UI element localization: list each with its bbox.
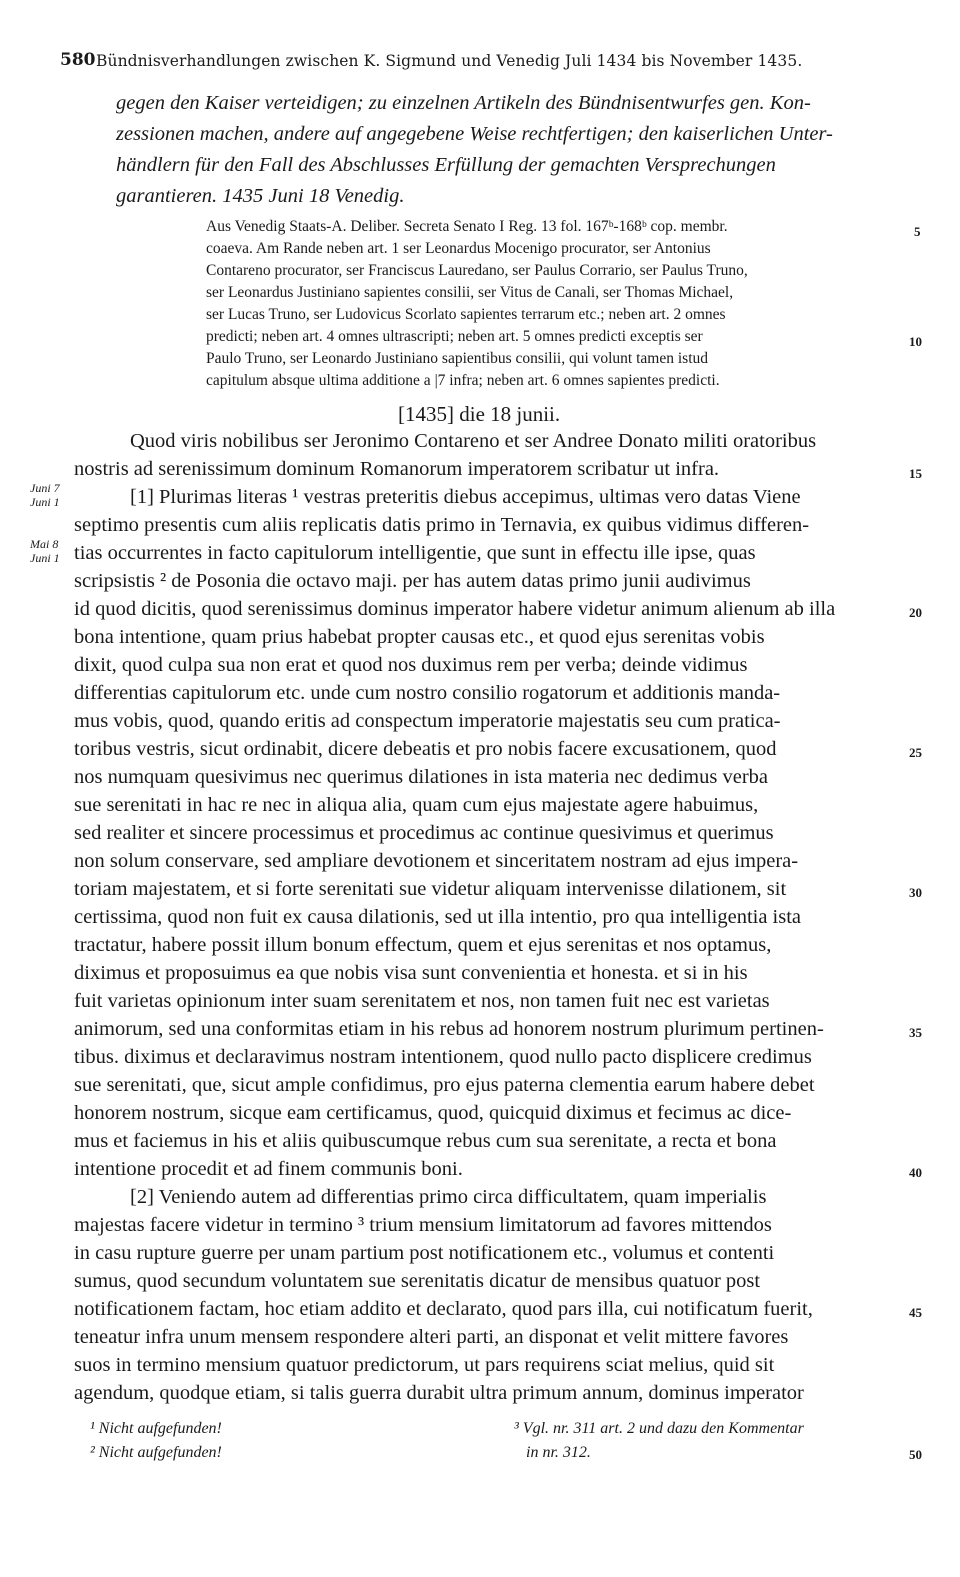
line-number: 5: [914, 224, 921, 239]
body-line: honorem nostrum, sicque eam certificamus, quod, quicquid diximus et fecimus ac dice-: [74, 1102, 792, 1124]
body-line: scripsistis ² de Posonia die octavo maji. per has autem datas primo junii audivimus: [74, 570, 751, 592]
body-line: tibus. diximus et declaravimus nostram intentionem, quod nullo pacto displicere credimus: [74, 1046, 812, 1068]
margin-note: Juni 1: [30, 551, 60, 565]
margin-note: Juni 1: [30, 495, 60, 509]
margin-note: Mai 8: [30, 537, 59, 551]
body-line: sed realiter et sincere processimus et procedimus ac continue quesivimus et querimus: [74, 822, 774, 844]
line-number: 45: [909, 1305, 922, 1320]
body-line: nostris ad serenissimum dominum Romanorum imperatorem scribatur ut infra.: [74, 458, 720, 480]
body-line: sue serenitati in hac re nec in aliqua alia, quam cum ejus majestate agere habuimus,: [74, 794, 759, 816]
body-line: fuit varietas opinionum inter suam serenitatem et nos, non tamen fuit nec est varietas: [74, 990, 770, 1012]
body-line: tias occurrentes in facto capitulorum intelligentie, que sunt in effectu ille ipse, quas: [74, 542, 756, 564]
source-note-line: ser Lucas Truno, ser Ludovicus Scorlato sapientes terrarum etc.; neben art. 2 omnes: [206, 306, 726, 323]
source-note-line: capitulum absque ultima additione a |7 infra; neben art. 6 omnes sapientes predicti.: [206, 372, 720, 389]
body-line: [2] Veniendo autem ad differentias primo circa difficultatem, quam imperialis: [130, 1186, 767, 1208]
body-line: majestas facere videtur in termino ³ trium mensium limitatorum ad favores mittendos: [74, 1214, 772, 1236]
body-line: differentias capitulorum etc. unde cum nostro consilio rogatorum et additionis manda-: [74, 682, 781, 704]
body-line: notificationem factam, hoc etiam addito et declarato, quod pars illa, cui notificatum fuerit,: [74, 1298, 813, 1320]
line-number: 10: [909, 334, 922, 349]
source-note-line: predicti; neben art. 4 omnes ultrascripti; neben art. 5 omnes predicti exceptis ser: [206, 328, 703, 345]
body-line: sumus, quod secundum voluntatem sue serenitatis dicatur de mensibus quatuor post: [74, 1270, 761, 1292]
line-number: 20: [909, 605, 922, 620]
footnote: in nr. 312.: [526, 1444, 591, 1461]
line-number: 35: [909, 1025, 922, 1040]
body-line: septimo presentis cum aliis replicatis datis primo in Ternavia, ex quibus vidimus differen-: [74, 514, 810, 536]
regest-line: händlern für den Fall des Abschlusses Erfüllung der gemachten Versprechungen: [116, 154, 776, 176]
body-line: suos in termino mensium quatuor predictorum, ut pars requirens sciat melius, quid sit: [74, 1354, 775, 1376]
body-line: certissima, quod non fuit ex causa dilationis, sed ut illa intentio, pro qua intelligentia ista: [74, 906, 802, 928]
margin-note: Juni 7: [30, 481, 60, 495]
body-line: diximus et proposuimus ea que nobis visa sunt convenientia et honesta. et si in his: [74, 962, 748, 984]
body-line: [1] Plurimas literas ¹ vestras preteritis diebus accepimus, ultimas vero datas Viene: [130, 486, 801, 508]
body-line: in casu rupture guerre per unam partium post notificationem etc., volumus et contenti: [74, 1242, 775, 1264]
regest-line: garantieren. 1435 Juni 18 Venedig.: [116, 185, 405, 207]
regest-line: zessionen machen, andere auf angegebene Weise rechtfertigen; den kaiserlichen Unter-: [116, 123, 833, 145]
line-number: 15: [909, 466, 922, 481]
line-number: 50: [909, 1447, 922, 1462]
page-number: 580: [60, 50, 96, 70]
source-note-line: coaeva. Am Rande neben art. 1 ser Leonardus Mocenigo procurator, ser Antonius: [206, 240, 711, 257]
footnote: ³ Vgl. nr. 311 art. 2 und dazu den Kommentar: [514, 1420, 804, 1437]
body-line: bona intentione, quam prius habebat propter causas etc., et quod ejus serenitas vobis: [74, 626, 765, 648]
body-line: Quod viris nobilibus ser Jeronimo Contareno et ser Andree Donato militi oratoribus: [130, 430, 817, 452]
body-line: animorum, sed una conformitas etiam in his rebus ad honorem nostrum plurimum pertinen-: [74, 1018, 824, 1040]
source-note-line: Aus Venedig Staats-A. Deliber. Secreta Senato I Reg. 13 fol. 167ᵇ-168ᵇ cop. membr.: [206, 218, 728, 235]
body-line: tractatur, habere possit illum bonum effectum, quem et ejus serenitas et nos optamus,: [74, 934, 772, 956]
body-line: non solum conservare, sed ampliare devotionem et sinceritatem nostram ad ejus impera-: [74, 850, 799, 872]
body-line: sue serenitati, que, sicut ample confidimus, pro ejus paterna clementia earum habere debet: [74, 1074, 815, 1096]
line-number: 25: [909, 745, 922, 760]
body-line: id quod dicitis, quod serenissimus dominus imperator habere videtur animum alienum ab illa: [74, 598, 836, 620]
body-line: toriam majestatem, et si forte serenitati sue videtur aliquam intervenisse dilationem, sit: [74, 878, 787, 900]
source-note-line: Paulo Truno, ser Leonardo Justiniano sapientibus consilii, qui volunt tamen istud: [206, 350, 709, 367]
source-note-line: Contareno procurator, ser Franciscus Lauredano, ser Paulus Corrario, ser Paulus Truno,: [206, 262, 748, 279]
body-line: toribus vestris, sicut ordinabit, dicere debeatis et pro nobis facere excusationem, quod: [74, 738, 777, 760]
body-line: agendum, quodque etiam, si talis guerra durabit ultra primum annum, dominus imperator: [74, 1382, 804, 1404]
body-line: intentione procedit et ad finem communis boni.: [74, 1158, 463, 1180]
footnote: ¹ Nicht aufgefunden!: [90, 1420, 222, 1437]
source-note-line: ser Leonardus Justiniano sapientes consilii, ser Vitus de Canali, ser Thomas Michael,: [206, 284, 734, 301]
date-heading: [1435] die 18 junii.: [398, 402, 561, 426]
body-line: dixit, quod culpa sua non erat et quod nos duximus rem per verba; deinde vidimus: [74, 654, 748, 676]
body-line: teneatur infra unum mensem respondere alteri parti, an disponat et velit mittere favores: [74, 1326, 789, 1348]
body-line: mus et faciemus in his et aliis quibuscumque rebus cum sua serenitate, a recta et bona: [74, 1130, 777, 1152]
regest-line: gegen den Kaiser verteidigen; zu einzelnen Artikeln des Bündnisentwurfes gen. Kon-: [116, 92, 811, 114]
footnote: ² Nicht aufgefunden!: [90, 1444, 222, 1461]
line-number: 30: [909, 885, 922, 900]
body-line: mus vobis, quod, quando eritis ad conspectum imperatorie majestatis seu cum pratica-: [74, 710, 781, 732]
line-number: 40: [909, 1165, 922, 1180]
running-title: Bündnisverhandlungen zwischen K. Sigmund und Venedig Juli 1434 bis November 1435.: [96, 52, 803, 70]
body-line: nos numquam quesivimus nec querimus dilationes in ista materia nec dedimus verba: [74, 766, 768, 788]
